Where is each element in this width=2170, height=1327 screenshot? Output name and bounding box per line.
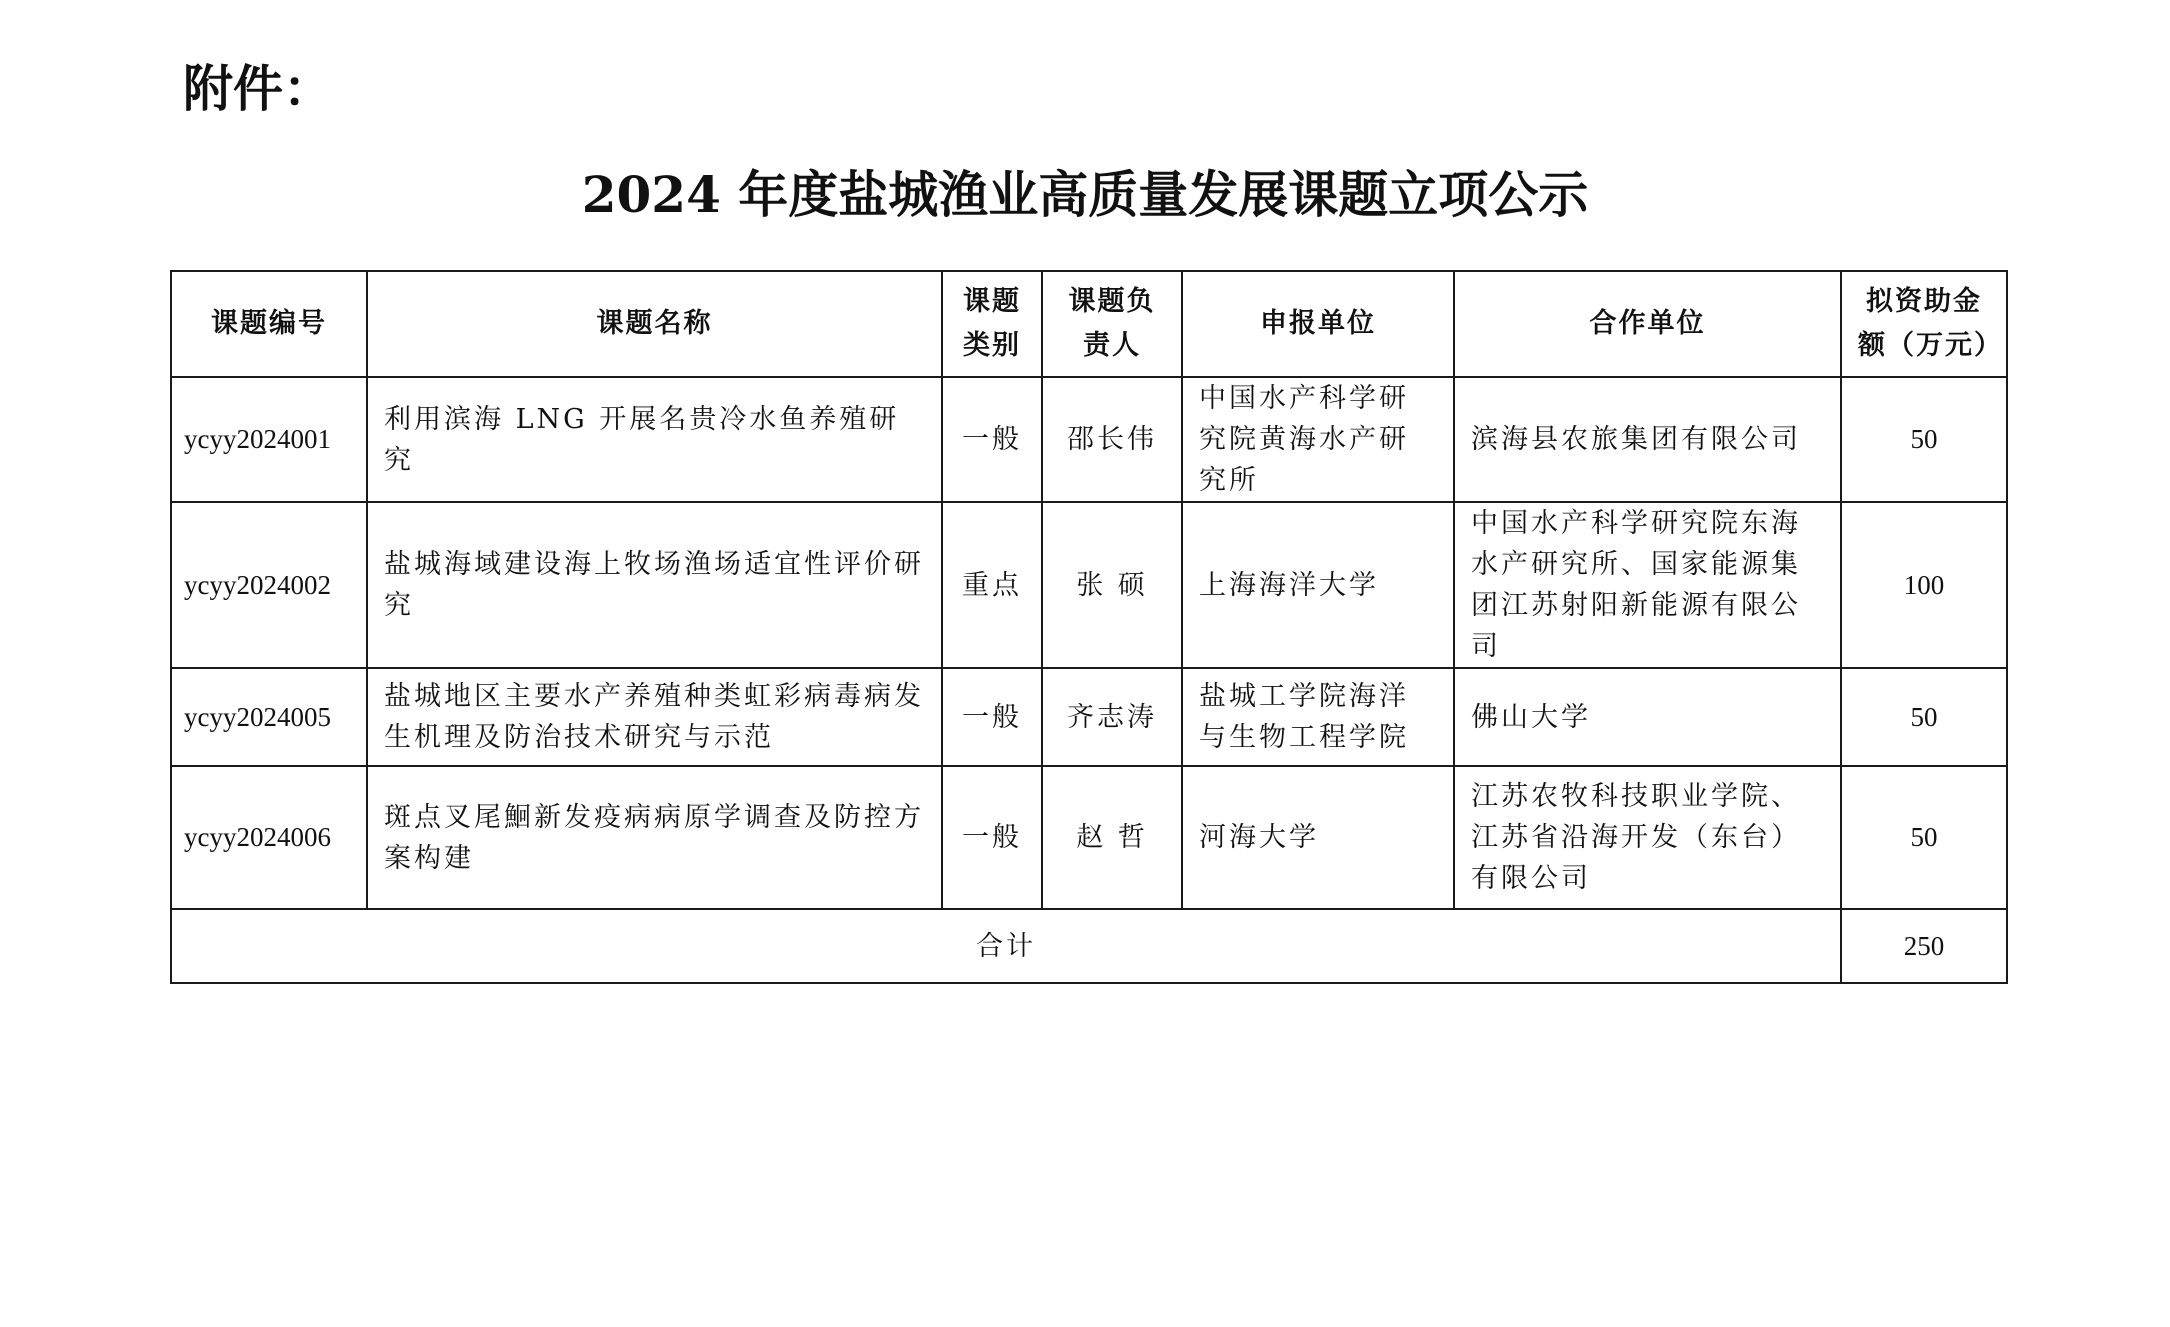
partner-unit: 中国水产科学研究院东海水产研究所、国家能源集团江苏射阳新能源有限公司: [1454, 502, 1841, 668]
project-category: 一般: [942, 766, 1042, 909]
project-id: ycyy2024001: [171, 377, 367, 502]
partner-unit: 佛山大学: [1454, 668, 1841, 766]
table-row: [171, 766, 2007, 909]
table-row: [171, 502, 2007, 668]
header-funding: 拟资助金额（万元）: [1841, 271, 2007, 377]
applicant-unit: 上海海洋大学: [1182, 502, 1454, 668]
project-table: [170, 270, 2008, 984]
document-title: 2024 年度盐城渔业高质量发展课题立项公示: [581, 165, 1589, 224]
applicant-unit: 河海大学: [1182, 766, 1454, 909]
project-name: 盐城海域建设海上牧场渔场适宜性评价研究: [367, 502, 942, 668]
table-total-row: [171, 909, 2007, 983]
project-leader: 齐志涛: [1042, 668, 1182, 766]
header-name: 课题名称: [367, 271, 942, 377]
project-id: ycyy2024006: [171, 766, 367, 909]
partner-unit: 滨海县农旅集团有限公司: [1454, 377, 1841, 502]
attachment-label: 附件：: [183, 60, 333, 118]
project-category: 一般: [942, 668, 1042, 766]
table-header-row: [171, 271, 2007, 377]
applicant-unit: 盐城工学院海洋与生物工程学院: [1182, 668, 1454, 766]
header-category: 课题类别: [942, 271, 1042, 377]
project-leader: 赵 哲: [1042, 766, 1182, 909]
project-name: 利用滨海 LNG 开展名贵冷水鱼养殖研究: [367, 377, 942, 502]
project-category: 重点: [942, 502, 1042, 668]
total-funding: 250: [1841, 909, 2007, 983]
table-row: [171, 377, 2007, 502]
project-name: 斑点叉尾鮰新发疫病病原学调查及防控方案构建: [367, 766, 942, 909]
header-id: 课题编号: [171, 271, 367, 377]
project-leader: 张 硕: [1042, 502, 1182, 668]
header-leader: 课题负责人: [1042, 271, 1182, 377]
header-partner: 合作单位: [1454, 271, 1841, 377]
project-category: 一般: [942, 377, 1042, 502]
project-name: 盐城地区主要水产养殖种类虹彩病毒病发生机理及防治技术研究与示范: [367, 668, 942, 766]
header-unit: 申报单位: [1182, 271, 1454, 377]
project-id: ycyy2024002: [171, 502, 367, 668]
funding-amount: 50: [1841, 668, 2007, 766]
partner-unit: 江苏农牧科技职业学院、江苏省沿海开发（东台）有限公司: [1454, 766, 1841, 909]
applicant-unit: 中国水产科学研究院黄海水产研究所: [1182, 377, 1454, 502]
project-leader: 邵长伟: [1042, 377, 1182, 502]
total-label: 合计: [171, 909, 1841, 983]
funding-amount: 50: [1841, 766, 2007, 909]
funding-amount: 50: [1841, 377, 2007, 502]
project-id: ycyy2024005: [171, 668, 367, 766]
funding-amount: 100: [1841, 502, 2007, 668]
table-row: [171, 668, 2007, 766]
